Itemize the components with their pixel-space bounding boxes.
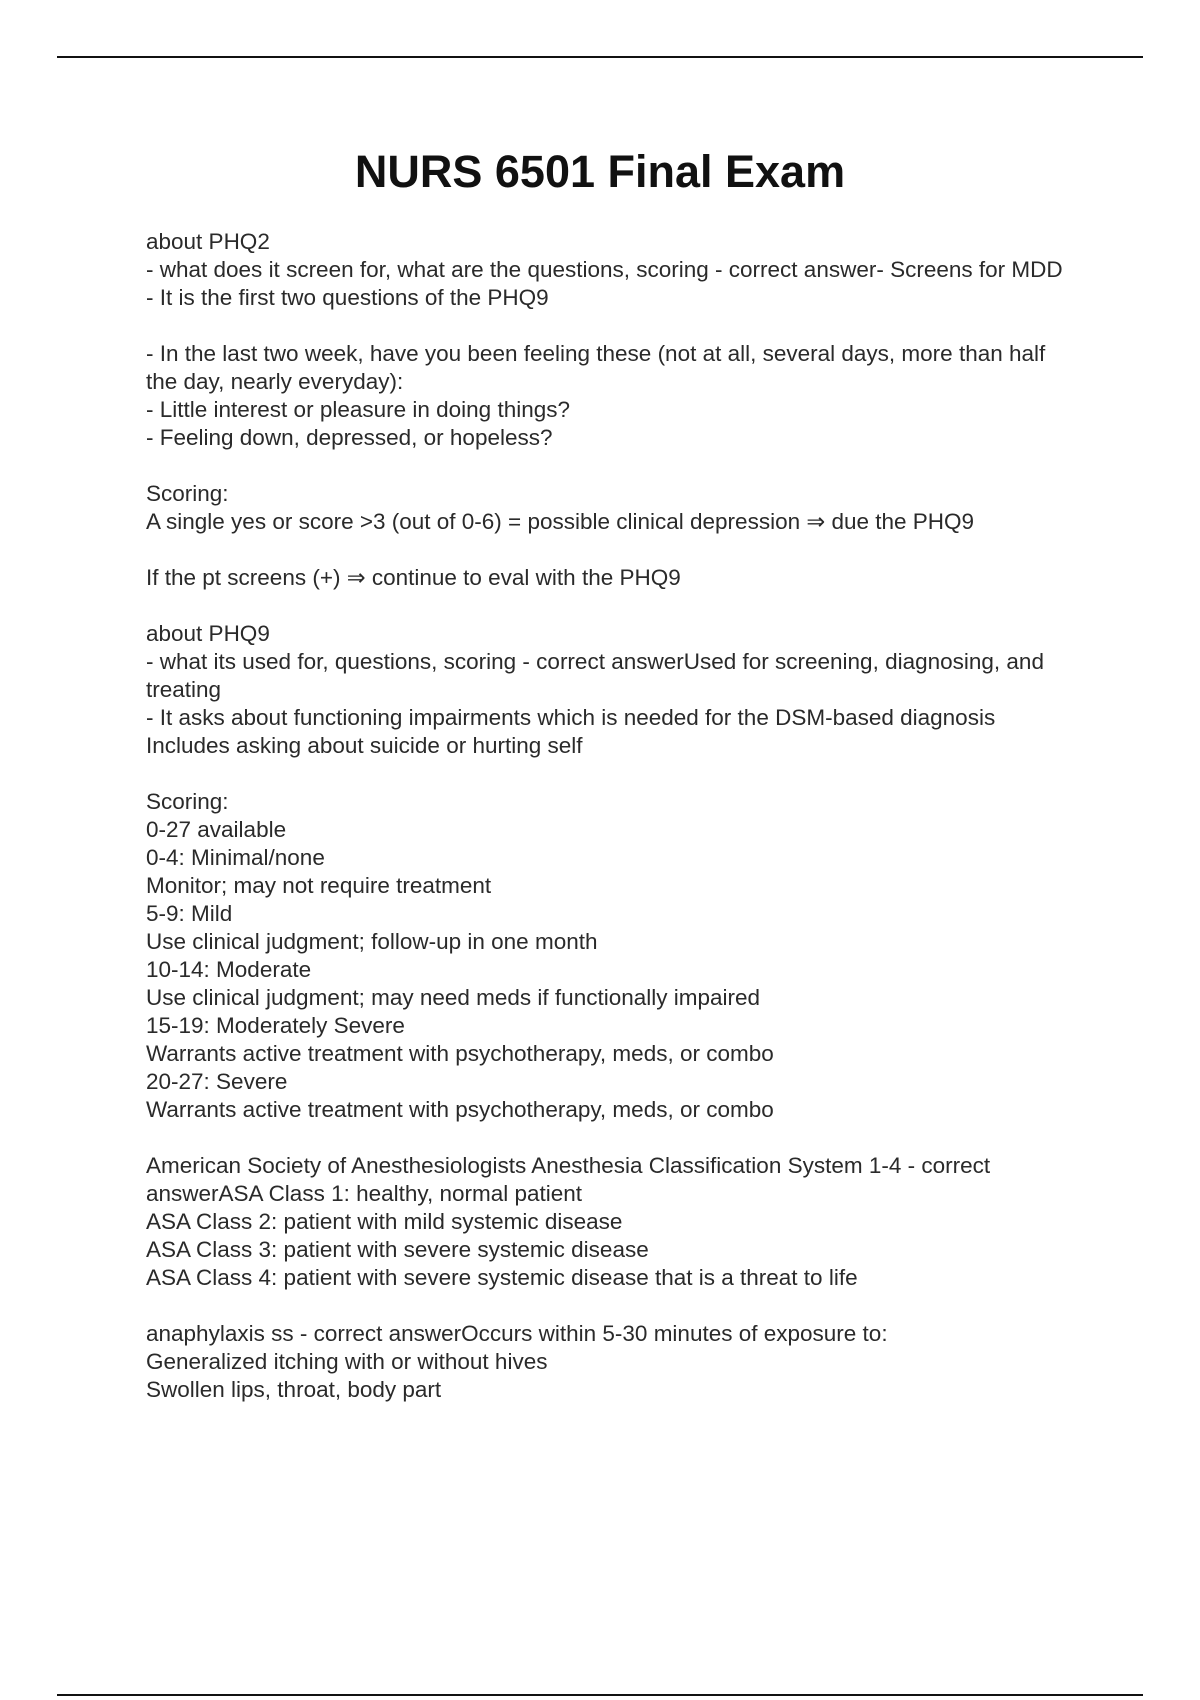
- text-line: If the pt screens (+) ⇒ continue to eval with the PHQ9: [146, 565, 681, 590]
- text-line: - It asks about functioning impairments which is needed for the DSM-based diagnosis: [146, 705, 996, 730]
- text-line: American Society of Anesthesiologists Anesthesia Classification System 1-4 - correct answerASA Class 1: healthy, normal patient: [146, 1153, 997, 1206]
- text-line: Swollen lips, throat, body part: [146, 1377, 442, 1402]
- text-line: 15-19: Moderately Severe: [146, 1013, 405, 1038]
- document-body: [146, 228, 1080, 1432]
- text-line: 10-14: Moderate: [146, 957, 312, 982]
- phq2-followup-section: [146, 564, 1080, 592]
- text-line: about PHQ9: [146, 621, 270, 646]
- anaphylaxis-section: [146, 1320, 1080, 1404]
- phq9-section: [146, 620, 1080, 760]
- text-line: ASA Class 2: patient with mild systemic disease: [146, 1209, 623, 1234]
- text-line: - what its used for, questions, scoring - correct answerUsed for screening, diagnosing, and treating: [146, 649, 1051, 702]
- text-line: anaphylaxis ss - correct answerOccurs within 5-30 minutes of exposure to:: [146, 1321, 888, 1346]
- text-line: - It is the first two questions of the PHQ9: [146, 285, 549, 310]
- page-title: NURS 6501 Final Exam: [354, 146, 846, 197]
- text-line: Warrants active treatment with psychotherapy, meds, or combo: [146, 1041, 774, 1066]
- phq2-questions-section: [146, 340, 1080, 452]
- asa-classification-section: [146, 1152, 1080, 1292]
- text-line: - In the last two week, have you been feeling these (not at all, several days, more than half the day, nearly everyday):: [146, 341, 1052, 394]
- phq2-section: [146, 228, 1080, 312]
- text-line: A single yes or score >3 (out of 0-6) = possible clinical depression ⇒ due the PHQ9: [146, 509, 975, 534]
- text-line: Includes asking about suicide or hurting self: [146, 733, 583, 758]
- top-divider: [57, 56, 1143, 58]
- text-line: about PHQ2: [146, 229, 270, 254]
- phq9-scoring-section: [146, 788, 1080, 1124]
- text-line: - what does it screen for, what are the questions, scoring - correct answer- Screens for MDD: [146, 257, 1063, 282]
- text-line: ASA Class 4: patient with severe systemic disease that is a threat to life: [146, 1265, 858, 1290]
- text-line: Monitor; may not require treatment: [146, 873, 492, 898]
- text-line: 20-27: Severe: [146, 1069, 288, 1094]
- text-line: 0-4: Minimal/none: [146, 845, 325, 870]
- text-line: Scoring:: [146, 481, 229, 506]
- text-line: Generalized itching with or without hives: [146, 1349, 548, 1374]
- text-line: - Little interest or pleasure in doing things?: [146, 397, 570, 422]
- phq2-scoring-section: [146, 480, 1080, 536]
- bottom-divider: [57, 1694, 1143, 1696]
- text-line: 5-9: Mild: [146, 901, 233, 926]
- text-line: Scoring:: [146, 789, 229, 814]
- text-line: Use clinical judgment; may need meds if functionally impaired: [146, 985, 761, 1010]
- text-line: Use clinical judgment; follow-up in one month: [146, 929, 598, 954]
- text-line: 0-27 available: [146, 817, 287, 842]
- text-line: Warrants active treatment with psychotherapy, meds, or combo: [146, 1097, 774, 1122]
- text-line: ASA Class 3: patient with severe systemic disease: [146, 1237, 649, 1262]
- text-line: - Feeling down, depressed, or hopeless?: [146, 425, 553, 450]
